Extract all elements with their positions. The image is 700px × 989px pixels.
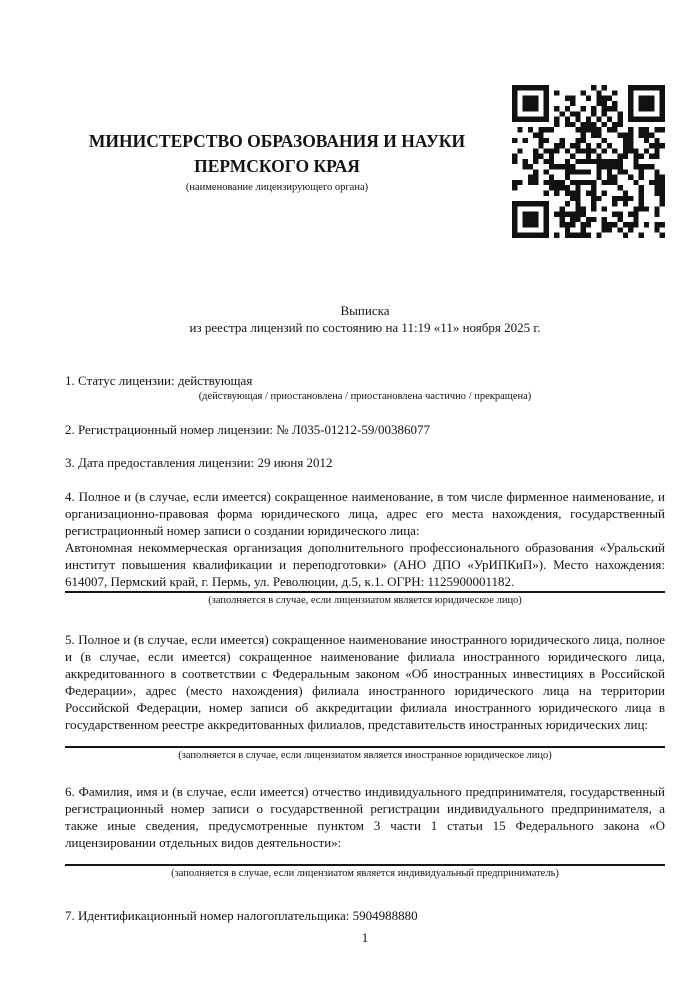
- field-legal-entity-caption: (заполняется в случае, если лицензиатом является юридическое лицо): [208, 595, 522, 606]
- field-license-grant-date: [65, 454, 665, 471]
- field-taxpayer-number: [65, 907, 665, 924]
- field-license-status-text: 1. Статус лицензии: действующая: [65, 373, 253, 388]
- field-license-status-caption: (действующая / приостановлена / приостановлена частично / прекращена): [198, 391, 532, 402]
- field-license-status: [65, 372, 665, 403]
- ministry-caption: (наименование лицензирующего органа): [185, 182, 369, 193]
- fill-in-rule: [65, 864, 665, 866]
- fill-in-rule: [65, 591, 665, 593]
- ministry-name-line2: ПЕРМСКОГО КРАЯ: [194, 156, 360, 176]
- document-title-line1: Выписка: [340, 303, 390, 318]
- qr-code-icon: [512, 85, 665, 238]
- field-foreign-entity: [65, 631, 665, 762]
- document-title: [65, 302, 665, 336]
- field-legal-entity-question: 4. Полное и (в случае, если имеется) сокращенное наименование, в том числе фирменное наименование, и организационно-правовая форма юридического лица, адрес его места нахождения, государственный регистрационный номер записи о создании юридического лица:: [65, 489, 665, 538]
- document-title-line2: из реестра лицензий по состоянию на 11:19 «11» ноября 2025 г.: [189, 320, 541, 335]
- document-header: [65, 85, 665, 238]
- field-registration-number-text: 2. Регистрационный номер лицензии: № Л035-01212-59/00386077: [65, 422, 431, 437]
- field-foreign-entity-question: 5. Полное и (в случае, если имеется) сокращенное наименование иностранного юридического лица, полное и (в случае, если имеется) сокращенное наименование филиала иностранного юридического лица, аккредитованного в соответствии с Федеральным законом «Об иностранных инвестициях в Российской Федерации», адрес (место нахождения) филиала иностранного юридического лица на территории Российской Федерации, номер записи об аккредитации филиала иностранного юридического лица в государственном реестре аккредитованных филиалов, представительств иностранных юридических лиц:: [65, 632, 665, 732]
- field-foreign-entity-answer: [65, 733, 665, 745]
- page-number: 1: [361, 930, 369, 945]
- field-legal-entity-answer: Автономная некоммерческая организация дополнительного профессионального образования «Уральский институт повышения квалификации и переподготовки» (АНО ДПО «УрИПКиП»). Место нахождения: 614007, Пермский край, г. Пермь, ул. Революции, д.5, к.1. ОГРН: 1125900001182.: [65, 540, 665, 589]
- field-legal-entity: [65, 488, 665, 607]
- field-foreign-entity-caption: (заполняется в случае, если лицензиатом является иностранное юридическое лицо): [178, 750, 552, 761]
- field-individual-entrepreneur-answer: [65, 851, 665, 863]
- fill-in-rule: [65, 746, 665, 748]
- field-license-grant-date-text: 3. Дата предоставления лицензии: 29 июня 2012: [65, 455, 333, 470]
- licensing-authority-block: [65, 129, 489, 194]
- field-individual-entrepreneur-caption: (заполняется в случае, если лицензиатом является индивидуальный предприниматель): [171, 868, 559, 879]
- field-taxpayer-number-text: 7. Идентификационный номер налогоплательщика: 5904988880: [65, 908, 418, 923]
- ministry-name-line1: МИНИСТЕРСТВО ОБРАЗОВАНИЯ И НАУКИ: [88, 131, 466, 151]
- field-registration-number: [65, 421, 665, 438]
- field-individual-entrepreneur-question: 6. Фамилия, имя и (в случае, если имеется) отчество индивидуального предпринимателя, государственный регистрационный номер записи о государственной регистрации индивидуального предпринимателя, а также иные сведения, предусмотренные пунктом 3 части 1 статьи 15 Федерального закона «О лицензировании отдельных видов деятельности»:: [65, 784, 665, 850]
- field-individual-entrepreneur: [65, 783, 665, 880]
